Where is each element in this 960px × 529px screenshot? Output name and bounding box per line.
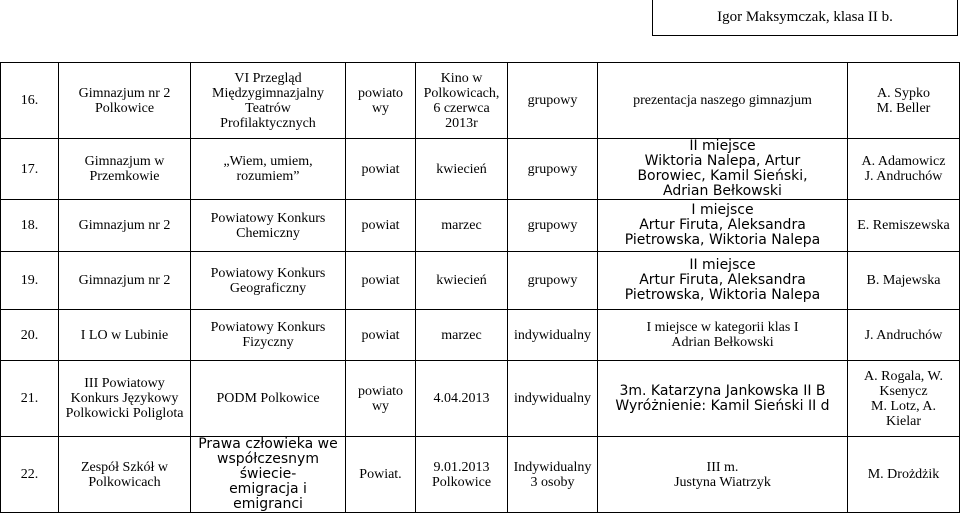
teacher-cell [848,200,960,252]
level-cell-line: powiat [361,218,400,233]
teacher-cell-line: J. Andruchów [864,327,943,343]
school-cell-line: Polkowice [94,100,155,116]
event-cell-line: Międzygimnazjalny [212,85,324,101]
date-cell-line: kwiecień [436,273,487,288]
level-cell [346,310,416,361]
type-cell-line: grupowy [527,218,578,233]
header-row [0,0,960,36]
table-row [1,437,960,513]
table-row [1,252,960,310]
event-cell-line: Chemiczny [236,225,300,241]
teacher-cell-line: Kielar [886,413,921,429]
result-cell [598,437,848,513]
school-cell-line: Gimnazjum nr 2 [78,273,171,288]
teacher-cell-line: M. Drożdżik [867,467,940,482]
row-number [1,252,59,310]
type-cell-line: 3 osoby [530,474,575,490]
teacher-cell-line: E. Remiszewska [857,218,950,233]
row-number-line: 21. [20,391,39,406]
type-cell [508,252,598,310]
event-cell [191,139,346,200]
result-cell-line: II miejsce [689,138,756,154]
type-cell-line: grupowy [527,273,578,288]
event-cell [191,63,346,139]
event-cell [191,252,346,310]
result-cell [598,139,848,200]
result-cell-line: Adrian Bełkowski [671,335,774,350]
result-cell-line: Wiktoria Nalepa, Artur [644,153,801,169]
event-cell [191,200,346,252]
event-cell-line: emigracja i emigranci [229,481,307,512]
school-cell [59,310,191,361]
result-cell [598,310,848,361]
date-cell-line: marzec [441,327,482,343]
teacher-cell-line: J. Andruchów [864,169,943,184]
type-cell-line: indywidualny [514,327,591,343]
level-cell-line: powiat [361,327,400,343]
event-cell-line: Powiatowy Konkurs [210,265,326,281]
result-cell [598,361,848,437]
event-cell [191,310,346,361]
type-cell [508,361,598,437]
result-cell [598,63,848,139]
event-cell-line: Prawa człowieka we [198,436,338,452]
teacher-cell [848,252,960,310]
result-cell-line: II miejsce [689,257,756,273]
table-row [1,200,960,252]
result-cell-line: Artur Firuta, Aleksandra [639,217,806,233]
teacher-cell-line: A. Rogala, W. [864,368,943,384]
teacher-cell [848,310,960,361]
level-cell [346,63,416,139]
teacher-cell-line: B. Majewska [866,273,941,288]
row-number-line: 20. [20,327,39,343]
level-cell [346,252,416,310]
type-cell-line: grupowy [527,93,578,108]
school-cell [59,437,191,513]
type-cell-line: grupowy [527,161,578,177]
event-cell-line: VI Przegląd [234,70,302,86]
table-row [1,139,960,200]
date-cell-line: 9.01.2013 [433,459,490,475]
level-cell-line: powiato [357,85,404,101]
school-cell-line: Gimnazjum w [84,154,165,169]
level-cell-line: wy [371,100,390,116]
level-cell-line: powiat [361,161,400,177]
result-cell-line: Pietrowska, Wiktoria Nalepa [624,232,821,248]
school-cell-line: III Powiatowy [84,376,165,391]
result-cell-line: 3m. Katarzyna Jankowska II B [619,382,826,399]
school-cell-line: Polkowicach [88,474,161,490]
type-cell-line: indywidualny [514,391,591,406]
date-cell-line: Polkowice [431,474,492,490]
row-number-line: 17. [20,161,39,177]
level-cell [346,200,416,252]
result-cell-line: Justyna Wiatrzyk [674,474,771,490]
school-cell [59,200,191,252]
teacher-cell [848,139,960,200]
result-cell-line: I miejsce [691,202,754,218]
type-cell [508,437,598,513]
row-number [1,437,59,513]
school-cell-line: Konkurs Językowy [70,391,179,406]
result-cell-line: I miejsce w kategorii klas I [646,320,799,335]
level-cell-line: wy [371,398,390,414]
result-cell-line: Artur Firuta, Aleksandra [639,272,806,288]
table-row [1,63,960,139]
date-cell-line: kwiecień [436,161,487,177]
row-number [1,310,59,361]
result-cell-line: prezentacja naszego gimnazjum [633,93,812,108]
level-cell [346,139,416,200]
date-cell-line: Polkowicach, [423,85,500,101]
row-number-line: 18. [20,218,39,233]
type-cell-line: Indywidualny [513,459,592,475]
event-cell-line: PODM Polkowice [216,391,320,406]
date-cell-line: 2013r [445,115,478,131]
event-cell-line: Teatrów [245,100,291,116]
result-cell-line: Wyróżnienie: Kamil Sieński II d [615,397,830,414]
result-cell-line: Adrian Bełkowski [663,183,782,199]
teacher-cell-line: M. Beller [876,100,931,116]
author-header: Igor Maksymczak, klasa II b. [652,0,958,36]
competition-table [0,62,960,513]
teacher-cell-line: M. Lotz, A. [871,398,936,414]
row-number-line: 19. [20,273,39,288]
date-cell [416,361,508,437]
level-cell-line: Powiat. [359,467,402,482]
teacher-cell-line: A. Adamowicz [861,154,946,169]
event-cell-line: Geograficzny [229,280,307,296]
type-cell [508,139,598,200]
type-cell [508,310,598,361]
school-cell-line: Zespół Szkół w [80,459,169,475]
date-cell [416,139,508,200]
date-cell-line: 6 czerwca [433,100,490,116]
event-cell-line: współczesnym świecie- [217,451,319,482]
school-cell-line: Gimnazjum nr 2 [78,85,171,101]
school-cell-line: Polkowicki Poliglota [65,406,184,421]
row-number [1,63,59,139]
event-cell [191,361,346,437]
school-cell-line: Przemkowie [89,169,160,184]
school-cell [59,139,191,200]
result-cell [598,252,848,310]
date-cell-line: marzec [441,218,482,233]
event-cell-line: Powiatowy Konkurs [210,320,326,335]
result-cell-line: III m. [706,459,739,475]
teacher-cell [848,63,960,139]
teacher-cell [848,437,960,513]
date-cell-line: Kino w [440,70,483,86]
school-cell-line: Gimnazjum nr 2 [78,218,171,233]
date-cell [416,200,508,252]
table-row [1,310,960,361]
row-number [1,139,59,200]
date-cell-line: 4.04.2013 [433,391,490,406]
level-cell-line: powiato [357,383,404,399]
row-number-line: 16. [20,93,39,108]
level-cell-line: powiat [361,273,400,288]
row-number-line: 22. [20,467,39,482]
event-cell [191,437,346,513]
result-cell-line: Borowiec, Kamil Sieński, [637,168,808,184]
teacher-cell-line: A. Sypko [877,85,930,101]
event-cell-line: rozumiem” [236,169,300,184]
result-cell-line: Pietrowska, Wiktoria Nalepa [624,287,821,303]
school-cell-line: I LO w Lubinie [80,327,169,343]
event-cell-line: Profilaktycznych [220,115,316,131]
row-number [1,200,59,252]
date-cell [416,437,508,513]
school-cell [59,252,191,310]
table-row [1,361,960,437]
date-cell [416,63,508,139]
level-cell [346,361,416,437]
result-cell [598,200,848,252]
school-cell [59,63,191,139]
type-cell [508,200,598,252]
row-number [1,361,59,437]
school-cell [59,361,191,437]
level-cell [346,437,416,513]
event-cell-line: Powiatowy Konkurs [210,210,326,226]
event-cell-line: Fizyczny [242,335,294,350]
teacher-cell [848,361,960,437]
date-cell [416,252,508,310]
teacher-cell-line: Ksenycz [879,383,928,399]
type-cell [508,63,598,139]
event-cell-line: „Wiem, umiem, [223,154,313,169]
date-cell [416,310,508,361]
